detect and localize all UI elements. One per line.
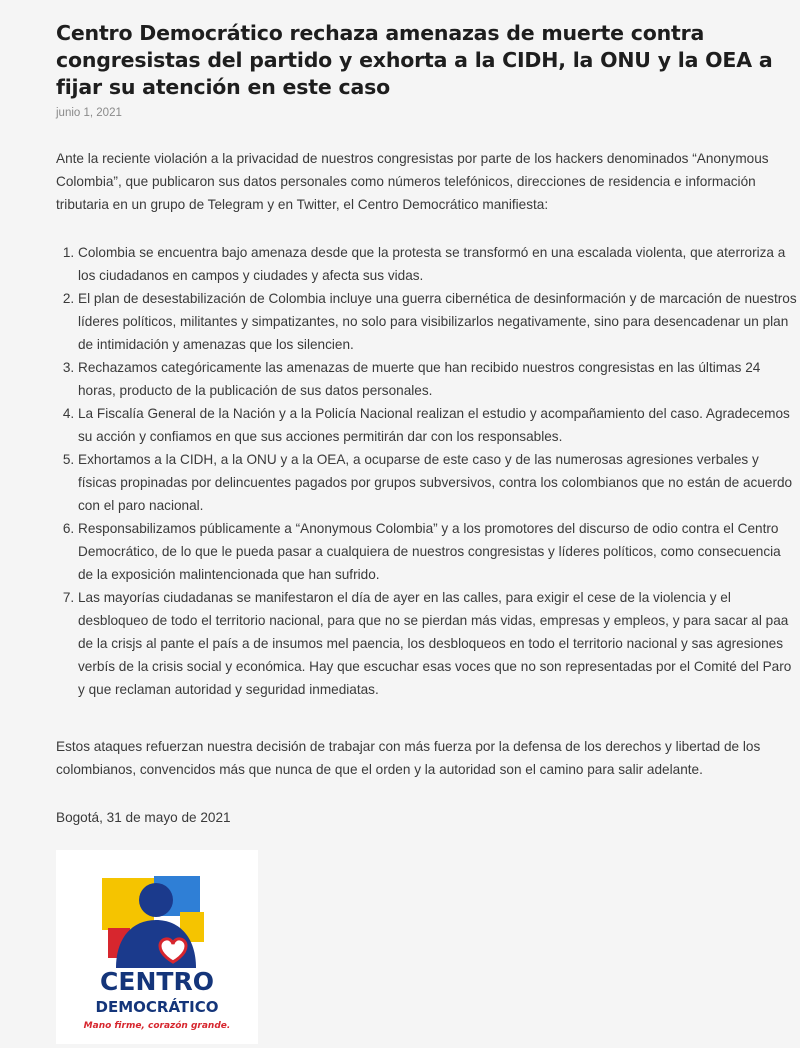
- list-item: 3. Rechazamos categóricamente las amenazas de muerte que han recibido nuestros congresistas en las últimas 24 horas, producto de la publicación de sus datos personales.: [78, 356, 798, 402]
- place-date-signoff: Bogotá, 31 de mayo de 2021: [56, 810, 231, 825]
- publish-date: junio 1, 2021: [56, 107, 122, 119]
- list-item: 2. El plan de desestabilización de Colombia incluye una guerra cibernética de desinformación y de marcación de nuestros líderes políticos, militantes y simpatizantes, no solo para visibilizarlos negativamente, sino para desencadenar un plan de intimidación y amenazas que los silencien.: [78, 287, 798, 356]
- logo-line2: DEMOCRÁTICO: [95, 998, 219, 1016]
- closing-paragraph: Estos ataques refuerzan nuestra decisión de trabajar con más fuerza por la defensa de los derechos y libertad de los colombianos, convencidos más que nunca de que el orden y la autoridad son el camino para salir adelante.: [56, 739, 761, 777]
- list-item: 6. Responsabilizamos públicamente a “Anonymous Colombia” y a los promotores del discurso de odio contra el Centro Democrático, de lo que le pueda pasar a cualquiera de nuestros congresistas y líderes políticos, como consecuencia de la exposición malintencionada que han sufrido.: [78, 517, 798, 586]
- list-item: 1. Colombia se encuentra bajo amenaza desde que la protesta se transformó en una escalada violenta, que aterroriza a los ciudadanos en campos y ciudades y afecta sus vidas.: [78, 241, 798, 287]
- list-item: 5. Exhortamos a la CIDH, a la ONU y a la OEA, a ocuparse de este caso y de las numerosas agresiones verbales y físicas propinadas por delincuentes pagados por grupos subversivos, contra los colombianos que no están de acuerdo con el paro nacional.: [78, 448, 798, 517]
- logo-figure-head: [139, 883, 173, 917]
- logo-graphic: [56, 850, 258, 1044]
- intro-paragraph: Ante la reciente violación a la privacidad de nuestros congresistas por parte de los hackers denominados “Anonymous Colombia”, que publicaron sus datos personales como números telefónicos, direcciones de residencia e información tributaria en un grupo de Telegram y en Twitter, el Centro Democrático manifiesta:: [56, 151, 769, 212]
- list-item: 4. La Fiscalía General de la Nación y a la Policía Nacional realizan el estudio y acompañamiento del caso. Agradecemos su acción y confiamos en que sus acciones permitirán dar con los responsables.: [78, 402, 798, 448]
- statement-list: [56, 241, 798, 701]
- party-logo: [56, 850, 258, 1044]
- list-item: 7. Las mayorías ciudadanas se manifestaron el día de ayer en las calles, para exigir el cese de la violencia y el desbloqueo de todo el territorio nacional, para que no se pierdan más vidas, empresas y empleos, y para sacar al paa de la crisjs al pante el país a de insumos mel paencia, los desbloqueos en todo el territorio nacional y sas agresiones verbís de la crisis social y económica. Hay que escuchar esas voces que no son representadas por el Comité del Paro y que reclaman autoridad y seguridad inmediatas.: [78, 586, 798, 701]
- logo-slogan: Mano firme, corazón grande.: [83, 1021, 231, 1031]
- logo-line1: CENTRO: [100, 967, 214, 996]
- article-title: Centro Democrático rechaza amenazas de muerte contra congresistas del partido y exhorta a la CIDH, la ONU y la OEA a fijar su atención en este caso: [56, 21, 773, 99]
